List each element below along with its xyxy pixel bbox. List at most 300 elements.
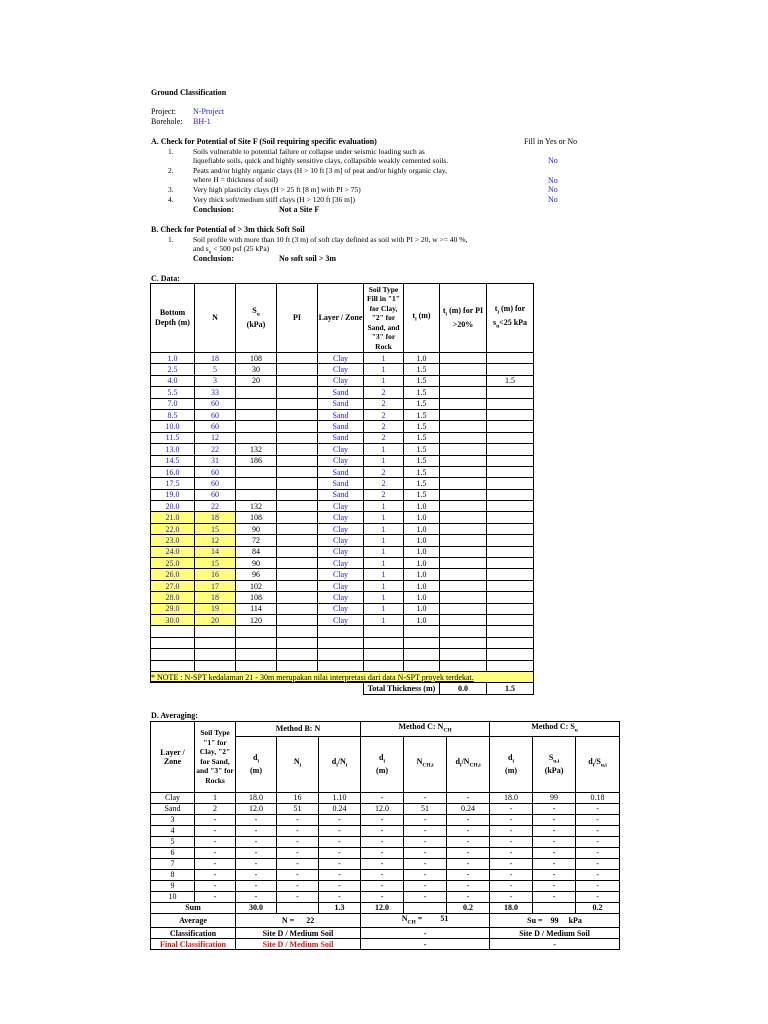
averaging-cell: - [361, 814, 404, 825]
row-soiltype[interactable]: 1 [364, 375, 404, 386]
averaging-cell: - [404, 836, 447, 847]
row-soiltype[interactable]: 1 [364, 353, 404, 364]
row-depth[interactable]: 13.0 [151, 444, 195, 455]
averaging-row [151, 803, 620, 814]
row-n[interactable]: 18 [195, 592, 236, 603]
row-ti-pi [440, 478, 487, 489]
row-ti-su [487, 580, 534, 591]
d-col-soiltype: Soil Type "1" for Clay, "2" for Sand, and "3" for Rocks [195, 722, 236, 793]
data-row [151, 375, 534, 386]
total-thickness-su: 1.5 [487, 683, 534, 694]
averaging-cell: - [195, 814, 236, 825]
averaging-cell: - [195, 891, 236, 902]
row-depth[interactable]: 1.0 [151, 353, 195, 364]
row-soiltype[interactable]: 1 [364, 558, 404, 569]
averaging-cell: 51 [277, 803, 319, 814]
row-n[interactable]: 33 [195, 387, 236, 398]
row-depth[interactable]: 2.5 [151, 364, 195, 375]
averaging-cell: - [576, 814, 620, 825]
row-n[interactable]: 15 [195, 523, 236, 534]
row-ti: 1.0 [404, 592, 440, 603]
row-ti: 1.0 [404, 614, 440, 625]
row-ti: 1.5 [404, 409, 440, 420]
row-soiltype[interactable]: 1 [364, 569, 404, 580]
averaging-cell: - [447, 847, 490, 858]
row-depth[interactable]: 30.0 [151, 614, 195, 625]
row-pi [277, 512, 318, 523]
col-ti-pi: $t_i$ (m) for PI >20% [440, 284, 487, 353]
row-su [236, 387, 277, 398]
row-pi [277, 523, 318, 534]
averaging-cell: - [576, 825, 620, 836]
averaging-cell: - [533, 847, 576, 858]
row-soiltype[interactable]: 1 [364, 501, 404, 512]
averaging-cell: - [447, 880, 490, 891]
row-ti-su [487, 398, 534, 409]
row-n[interactable]: 14 [195, 546, 236, 557]
averaging-cell: - [236, 825, 277, 836]
row-depth[interactable]: 28.0 [151, 592, 195, 603]
averaging-cell: - [576, 858, 620, 869]
average-su: Su = 99 kPa [490, 913, 620, 928]
averaging-cell: 10 [151, 891, 195, 902]
row-ti-pi [440, 466, 487, 477]
classification-label: Classification [151, 928, 236, 939]
row-layer[interactable]: Sand [318, 421, 364, 432]
row-su [236, 466, 277, 477]
averaging-cell: - [277, 814, 319, 825]
averaging-cell: Clay [151, 792, 195, 803]
averaging-cell: - [576, 869, 620, 880]
row-soiltype[interactable]: 1 [364, 603, 404, 614]
averaging-cell: Sand [151, 803, 195, 814]
row-depth[interactable]: 27.0 [151, 580, 195, 591]
row-layer[interactable]: Sand [318, 478, 364, 489]
row-ti-pi [440, 512, 487, 523]
row-depth[interactable]: 4.0 [151, 375, 195, 386]
row-ti: 1.5 [404, 444, 440, 455]
row-layer[interactable]: Clay [318, 535, 364, 546]
row-n[interactable]: 60 [195, 421, 236, 432]
averaging-cell: 18.0 [236, 792, 277, 803]
averaging-cell: 99 [533, 792, 576, 803]
row-layer[interactable]: Clay [318, 523, 364, 534]
row-ti: 1.0 [404, 603, 440, 614]
averaging-cell: - [404, 847, 447, 858]
row-depth[interactable]: 14.5 [151, 455, 195, 466]
row-n[interactable]: 18 [195, 512, 236, 523]
row-pi [277, 455, 318, 466]
row-soiltype[interactable]: 1 [364, 523, 404, 534]
row-ti-su [487, 432, 534, 443]
averaging-cell: - [490, 891, 533, 902]
row-layer[interactable]: Clay [318, 353, 364, 364]
averaging-row [151, 792, 620, 803]
row-su [236, 489, 277, 500]
row-depth[interactable]: 21.0 [151, 512, 195, 523]
col-pi: PI [277, 284, 318, 353]
row-su: 132 [236, 501, 277, 512]
row-ti-pi [440, 387, 487, 398]
row-su: 30 [236, 364, 277, 375]
row-n[interactable]: 12 [195, 535, 236, 546]
row-n[interactable]: 16 [195, 569, 236, 580]
row-n[interactable]: 19 [195, 603, 236, 614]
row-ti: 1.0 [404, 546, 440, 557]
row-ti-su [487, 501, 534, 512]
averaging-cell: - [490, 858, 533, 869]
row-soiltype[interactable]: 2 [364, 409, 404, 420]
averaging-row [151, 814, 620, 825]
row-ti-pi [440, 580, 487, 591]
averaging-cell: - [576, 880, 620, 891]
row-pi [277, 375, 318, 386]
row-su: 186 [236, 455, 277, 466]
row-pi [277, 580, 318, 591]
row-ti: 1.0 [404, 535, 440, 546]
d-col-di-nchi: $d_i/N_{CH,i}$ [447, 736, 490, 792]
averaging-cell: - [236, 814, 277, 825]
row-depth[interactable]: 24.0 [151, 546, 195, 557]
data-row [151, 614, 534, 625]
row-ti: 1.5 [404, 455, 440, 466]
row-ti-su [487, 603, 534, 614]
averaging-cell: - [361, 847, 404, 858]
averaging-cell: - [319, 858, 361, 869]
row-pi [277, 569, 318, 580]
row-pi [277, 466, 318, 477]
row-layer[interactable]: Sand [318, 387, 364, 398]
data-row [151, 512, 534, 523]
row-ti-pi [440, 614, 487, 625]
sum-cell [533, 902, 576, 913]
row-su [236, 432, 277, 443]
row-soiltype[interactable]: 2 [364, 421, 404, 432]
borehole-value: BH-1 [193, 117, 211, 126]
data-row [151, 353, 534, 364]
averaging-cell: - [319, 869, 361, 880]
data-row [151, 387, 534, 398]
row-depth[interactable]: 17.5 [151, 478, 195, 489]
averaging-cell: - [490, 825, 533, 836]
row-ti-su [487, 558, 534, 569]
row-su: 96 [236, 569, 277, 580]
total-thickness-label: Total Thickness (m) [364, 683, 440, 694]
d-col-di-ni: $d_i/N_i$ [319, 736, 361, 792]
col-su: $S_u$ (kPa) [236, 284, 277, 353]
method-c-su-header: Method C: $S_u$ [490, 722, 620, 737]
row-n[interactable]: 17 [195, 580, 236, 591]
row-pi [277, 489, 318, 500]
method-c-nch-header: Method C: $N_{CH}$ [361, 722, 490, 737]
row-n[interactable]: 60 [195, 466, 236, 477]
row-layer[interactable]: Sand [318, 466, 364, 477]
row-ti: 1.5 [404, 432, 440, 443]
averaging-cell: - [447, 891, 490, 902]
row-layer[interactable]: Clay [318, 501, 364, 512]
row-soiltype[interactable]: 1 [364, 535, 404, 546]
row-ti: 1.5 [404, 375, 440, 386]
row-pi [277, 387, 318, 398]
row-layer[interactable]: Clay [318, 546, 364, 557]
item-a3-answer[interactable]: No [548, 185, 558, 194]
row-n[interactable]: 12 [195, 432, 236, 443]
row-depth[interactable]: 8.5 [151, 409, 195, 420]
row-pi [277, 614, 318, 625]
data-row [151, 489, 534, 500]
data-row [151, 421, 534, 432]
row-soiltype[interactable]: 1 [364, 455, 404, 466]
project-label: Project: [151, 107, 176, 116]
row-ti: 1.5 [404, 489, 440, 500]
averaging-cell: - [361, 858, 404, 869]
d-col-ni: $N_i$ [277, 736, 319, 792]
item-a2-num: 2. [168, 166, 174, 175]
row-n[interactable]: 60 [195, 409, 236, 420]
averaging-cell: - [404, 792, 447, 803]
item-a1-line2: liquefiable soils, quick and highly sensitive clays, collapsible weakly cemented soils. [193, 156, 449, 165]
sum-cell: 18.0 [490, 902, 533, 913]
row-ti-su [487, 569, 534, 580]
data-row [151, 580, 534, 591]
row-layer[interactable]: Clay [318, 364, 364, 375]
row-ti-su [487, 478, 534, 489]
row-layer[interactable]: Clay [318, 375, 364, 386]
classification-method-c-su: Site D / Medium Soil [490, 928, 620, 939]
row-su: 108 [236, 353, 277, 364]
row-pi [277, 535, 318, 546]
row-pi [277, 603, 318, 614]
averaging-cell: - [447, 836, 490, 847]
averaging-row [151, 880, 620, 891]
row-pi [277, 353, 318, 364]
sum-cell [277, 902, 319, 913]
row-ti-su: 1.5 [487, 375, 534, 386]
row-depth[interactable]: 26.0 [151, 569, 195, 580]
averaging-cell: - [236, 858, 277, 869]
row-depth[interactable]: 20.0 [151, 501, 195, 512]
averaging-cell: 9 [151, 880, 195, 891]
averaging-cell: - [533, 814, 576, 825]
row-layer[interactable]: Clay [318, 444, 364, 455]
averaging-cell: - [277, 836, 319, 847]
row-n[interactable]: 15 [195, 558, 236, 569]
row-n[interactable]: 5 [195, 364, 236, 375]
row-layer[interactable]: Clay [318, 569, 364, 580]
d-col-nchi: $N_{CH,i}$ [404, 736, 447, 792]
row-layer[interactable]: Clay [318, 580, 364, 591]
item-b1-line2: and $s_u < 500$ psf (25 kPa) [193, 244, 270, 256]
row-layer[interactable]: Clay [318, 592, 364, 603]
averaging-row [151, 836, 620, 847]
averaging-cell: 6 [151, 847, 195, 858]
row-ti-pi [440, 398, 487, 409]
section-d-title: D. Averaging: [151, 711, 198, 720]
averaging-cell: - [490, 869, 533, 880]
averaging-row [151, 825, 620, 836]
row-n[interactable]: 60 [195, 478, 236, 489]
averaging-row [151, 847, 620, 858]
row-su: 102 [236, 580, 277, 591]
row-n[interactable]: 20 [195, 614, 236, 625]
row-su [236, 398, 277, 409]
row-depth[interactable]: 7.0 [151, 398, 195, 409]
row-soiltype[interactable]: 1 [364, 546, 404, 557]
row-su: 108 [236, 512, 277, 523]
col-ti: $t_i$ (m) [404, 284, 440, 353]
averaging-cell: - [404, 869, 447, 880]
row-layer[interactable]: Clay [318, 558, 364, 569]
row-layer[interactable]: Clay [318, 455, 364, 466]
averaging-cell: 18.0 [490, 792, 533, 803]
data-row [151, 455, 534, 466]
row-su: 90 [236, 523, 277, 534]
row-ti-su [487, 466, 534, 477]
final-classification-c-su: - [490, 939, 620, 950]
row-n[interactable]: 3 [195, 375, 236, 386]
averaging-cell: - [404, 858, 447, 869]
row-ti-su [487, 523, 534, 534]
row-depth[interactable]: 29.0 [151, 603, 195, 614]
row-su: 72 [236, 535, 277, 546]
row-depth[interactable]: 25.0 [151, 558, 195, 569]
section-b-conclusion: No soft soil > 3m [279, 254, 336, 263]
item-a4-line1: Very thick soft/medium stiff clays (H > 120 ft [36 m]) [193, 195, 355, 204]
row-soiltype[interactable]: 2 [364, 432, 404, 443]
data-row [151, 523, 534, 534]
averaging-cell: - [533, 869, 576, 880]
averaging-cell: - [576, 847, 620, 858]
row-layer[interactable]: Sand [318, 398, 364, 409]
averaging-cell: - [319, 891, 361, 902]
row-n[interactable]: 22 [195, 501, 236, 512]
d-col-sui: $S_{u,i}$ (kPa) [533, 736, 576, 792]
sum-cell: 30.0 [236, 902, 277, 913]
averaging-cell: 8 [151, 869, 195, 880]
row-soiltype[interactable]: 2 [364, 398, 404, 409]
row-soiltype[interactable]: 1 [364, 364, 404, 375]
row-pi [277, 546, 318, 557]
row-layer[interactable]: Sand [318, 409, 364, 420]
row-ti-su [487, 364, 534, 375]
averaging-cell: 0.18 [576, 792, 620, 803]
row-ti-su [487, 353, 534, 364]
col-ti-su: $t_i$ (m) for $s_u<25$ kPa [487, 284, 534, 353]
averaging-cell: - [277, 891, 319, 902]
averaging-cell: 5 [151, 836, 195, 847]
row-soiltype[interactable]: 2 [364, 466, 404, 477]
row-pi [277, 409, 318, 420]
item-a2-line1: Peats and/or highly organic clays (H > 10 ft [3 m] of peat and/or highly organic clay, [193, 166, 448, 175]
row-su: 132 [236, 444, 277, 455]
item-a3-line1: Very high plasticity clays (H > 25 ft [8 m] with PI > 75) [193, 185, 361, 194]
item-a2-answer[interactable]: No [548, 176, 558, 185]
item-a1-line1: Soils vulnerable to potential failure or collapse under seismic loading such as [193, 147, 425, 156]
averaging-cell: 12.0 [361, 803, 404, 814]
row-ti: 1.0 [404, 512, 440, 523]
row-n[interactable]: 22 [195, 444, 236, 455]
averaging-cell: - [319, 814, 361, 825]
row-soiltype[interactable]: 2 [364, 478, 404, 489]
row-depth[interactable]: 16.0 [151, 466, 195, 477]
item-a1-num: 1. [168, 147, 174, 156]
data-row [151, 569, 534, 580]
row-layer[interactable]: Clay [318, 512, 364, 523]
row-ti-pi [440, 592, 487, 603]
averaging-row [151, 858, 620, 869]
averaging-cell: - [361, 836, 404, 847]
averaging-cell: - [447, 814, 490, 825]
data-row [151, 398, 534, 409]
row-ti: 1.5 [404, 387, 440, 398]
averaging-table [150, 721, 620, 950]
averaging-cell: - [447, 869, 490, 880]
row-soiltype[interactable]: 2 [364, 489, 404, 500]
averaging-cell: 4 [151, 825, 195, 836]
row-ti: 1.5 [404, 364, 440, 375]
row-depth[interactable]: 11.5 [151, 432, 195, 443]
averaging-cell: 16 [277, 792, 319, 803]
averaging-row [151, 869, 620, 880]
averaging-cell: 7 [151, 858, 195, 869]
row-soiltype[interactable]: 1 [364, 614, 404, 625]
averaging-cell: - [277, 825, 319, 836]
averaging-cell: - [277, 858, 319, 869]
averaging-cell: 51 [404, 803, 447, 814]
row-su [236, 421, 277, 432]
averaging-cell: - [576, 891, 620, 902]
row-ti: 1.5 [404, 421, 440, 432]
row-layer[interactable]: Clay [318, 614, 364, 625]
row-soiltype[interactable]: 1 [364, 444, 404, 455]
row-soiltype[interactable]: 2 [364, 387, 404, 398]
row-n[interactable]: 31 [195, 455, 236, 466]
row-layer[interactable]: Clay [318, 603, 364, 614]
col-layer: Layer / Zone [318, 284, 364, 353]
averaging-cell: 12.0 [236, 803, 277, 814]
method-b-header: Method B: N [236, 722, 361, 737]
row-layer[interactable]: Sand [318, 489, 364, 500]
row-ti-su [487, 421, 534, 432]
row-depth[interactable]: 10.0 [151, 421, 195, 432]
row-n[interactable]: 60 [195, 398, 236, 409]
classification-method-c-nch: - [361, 928, 490, 939]
averaging-cell: - [404, 814, 447, 825]
classification-method-b: Site D / Medium Soil [236, 928, 361, 939]
row-n[interactable]: 60 [195, 489, 236, 500]
row-soiltype[interactable]: 1 [364, 592, 404, 603]
row-ti-pi [440, 353, 487, 364]
item-a1-answer[interactable]: No [548, 156, 558, 165]
averaging-cell: 1 [195, 792, 236, 803]
averaging-cell: - [236, 880, 277, 891]
row-soiltype[interactable]: 1 [364, 512, 404, 523]
row-layer[interactable]: Sand [318, 432, 364, 443]
sum-cell: 12.0 [361, 902, 404, 913]
data-row [151, 409, 534, 420]
item-a4-answer[interactable]: No [548, 195, 558, 204]
row-depth[interactable]: 22.0 [151, 523, 195, 534]
row-soiltype[interactable]: 1 [364, 580, 404, 591]
row-ti-su [487, 387, 534, 398]
row-depth[interactable]: 19.0 [151, 489, 195, 500]
row-depth[interactable]: 23.0 [151, 535, 195, 546]
row-pi [277, 364, 318, 375]
row-n[interactable]: 18 [195, 353, 236, 364]
row-depth[interactable]: 5.5 [151, 387, 195, 398]
averaging-cell: - [361, 869, 404, 880]
row-ti-pi [440, 501, 487, 512]
